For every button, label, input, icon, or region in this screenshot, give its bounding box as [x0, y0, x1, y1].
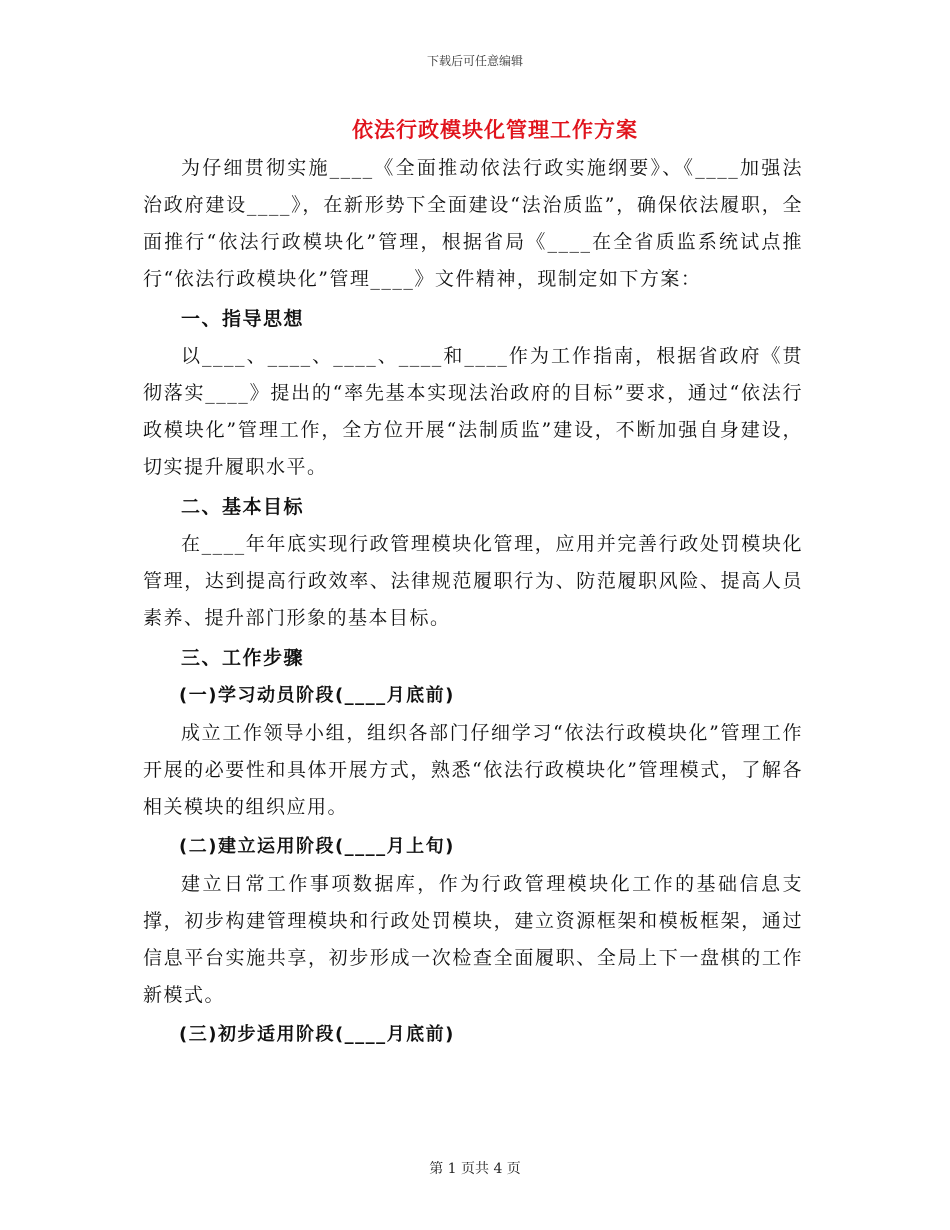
section-heading-basic-goals: 二、基本目标 — [181, 496, 305, 518]
intro-paragraph: 为仔细贯彻实施____《全面推动依法行政实施纲要》、《____加强法治政府建设____》，在新形势下全面建设“法治质监”，确保依法履职，全面推行“依法行政模块化”管理，根据省局《____在全省质监系统试点推行“依法行政模块化”管理____》文件精神，现制定如下方案： — [143, 157, 803, 290]
section-body-guiding-ideology: 以____、____、____、____和____作为工作指南，根据省政府《贯彻落实____》提出的“率先基本实现法治政府的目标”要求，通过“依法行政模块化”管理工作，全方位开展“法制质监”建设，不断加强自身建设，切实提升履职水平。 — [143, 345, 803, 478]
stage-body-study: 成立工作领导小组，组织各部门仔细学习“依法行政模块化”管理工作开展的必要性和具体开展方式，熟悉“依法行政模块化”管理模式，了解各相关模块的组织应用。 — [143, 722, 803, 818]
section-heading-guiding-ideology: 一、指导思想 — [181, 308, 305, 330]
stage-body-build: 建立日常工作事项数据库，作为行政管理模块化工作的基础信息支撑，初步构建管理模块和行政处罚模块，建立资源框架和模板框架，通过信息平台实施共享，初步形成一次检查全面履职、全局上下一盘棋的工作新模式。 — [143, 873, 803, 1006]
section-body-basic-goals: 在____年年底实现行政管理模块化管理，应用并完善行政处罚模块化管理，达到提高行政效率、法律规范履职行为、防范履职风险、提高人员素养、提升部门形象的基本目标。 — [143, 533, 803, 629]
document-body — [143, 150, 803, 1054]
stage-heading-build: (二)建立运用阶段(____月上旬) — [179, 836, 455, 857]
header-note: 下载后可任意编辑 — [426, 54, 523, 68]
stage-heading-study: (一)学习动员阶段(____月底前) — [179, 685, 455, 706]
page-footer: 第 1 页共 4 页 — [429, 1161, 521, 1177]
stage-heading-initial-apply: (三)初步适用阶段(____月底前) — [179, 1024, 455, 1045]
section-heading-work-steps: 三、工作步骤 — [181, 647, 305, 669]
document-title: 依法行政模块化管理工作方案 — [352, 117, 638, 142]
